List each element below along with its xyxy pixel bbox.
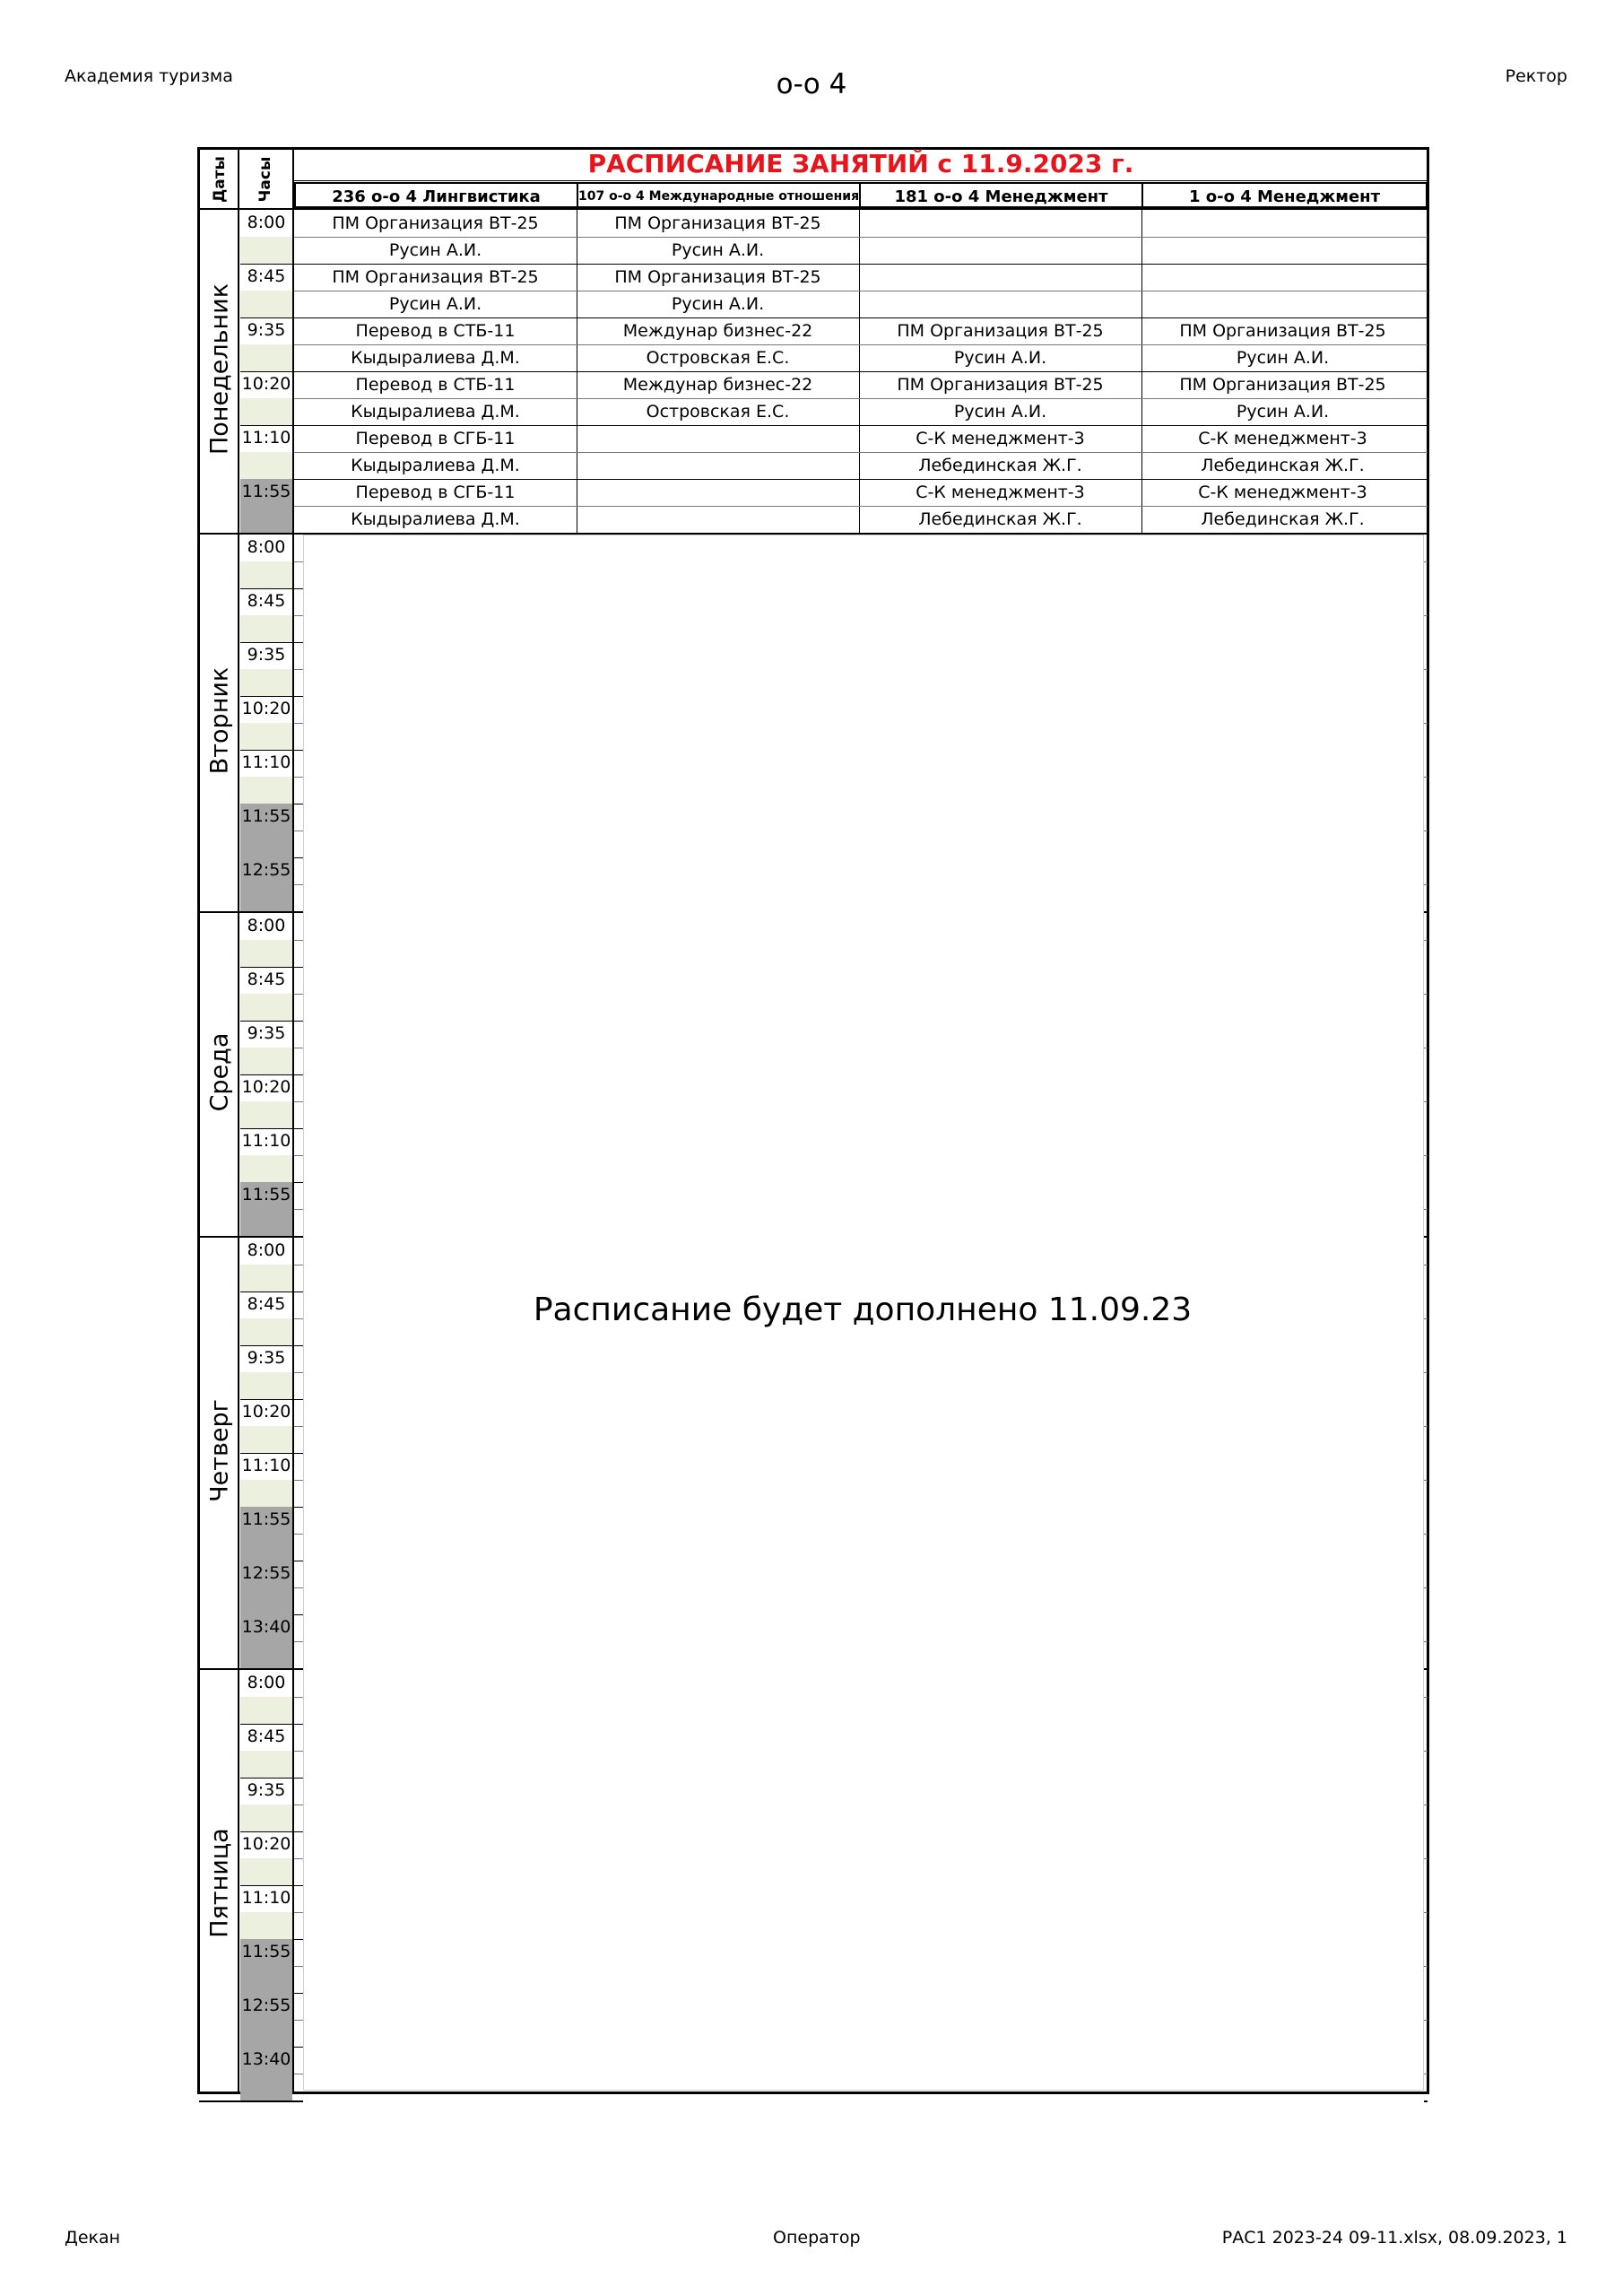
time-label: 11:10 xyxy=(241,1456,291,1475)
time-cell xyxy=(240,1101,292,1128)
subject-cell: Междунар бизнес-22 xyxy=(622,321,813,341)
grid-line xyxy=(294,561,303,562)
group-header: 107 о-о 4 Международные отношения xyxy=(577,182,861,208)
time-cell xyxy=(240,884,292,911)
day-label: Пятница xyxy=(205,1828,234,1938)
schedule-note: Расписание будет дополнено 11.09.23 xyxy=(533,1292,1193,1328)
time-label: 11:55 xyxy=(241,1942,291,1961)
grid-line xyxy=(1424,1858,1428,1859)
time-label: 8:00 xyxy=(247,916,286,935)
subject-cell xyxy=(1141,264,1424,291)
time-label: 8:45 xyxy=(247,1294,286,1314)
subject-cell: ПМ Организация ВТ-25 xyxy=(1179,375,1386,395)
teacher-cell: Кыдыралиева Д.М. xyxy=(351,348,520,368)
subject-cell: ПМ Организация ВТ-25 xyxy=(897,375,1104,395)
time-label: 11:55 xyxy=(241,482,291,501)
teacher-cell: Лебединская Ж.Г. xyxy=(918,509,1082,529)
subject-cell: С-К менеджмент-3 xyxy=(916,429,1085,448)
time-cell xyxy=(240,994,292,1021)
footer-center: Оператор xyxy=(773,2228,861,2248)
teacher-cell: Русин А.И. xyxy=(671,240,765,260)
grid-line xyxy=(1424,1318,1428,1319)
grid-line xyxy=(1424,1966,1428,1967)
time-label: 11:55 xyxy=(241,806,291,826)
grid-line xyxy=(294,1912,303,1913)
grid-line xyxy=(294,1318,303,1319)
header-center: о-о 4 xyxy=(776,68,847,100)
group-header: 236 о-о 4 Лингвистика xyxy=(294,182,578,208)
grid-line xyxy=(294,1372,303,1373)
teacher-cell xyxy=(577,506,859,533)
time-cell xyxy=(240,452,292,479)
teacher-cell: Кыдыралиева Д.М. xyxy=(351,456,520,475)
grid-line xyxy=(294,1101,303,1102)
group-header: 181 о-о 4 Менеджмент xyxy=(859,182,1143,208)
subject-cell: ПМ Организация ВТ-25 xyxy=(332,213,539,233)
grid-line xyxy=(1424,2100,1428,2102)
teacher-cell xyxy=(1141,237,1424,264)
time-label: 11:55 xyxy=(241,1509,291,1529)
subject-cell: ПМ Организация ВТ-25 xyxy=(332,267,539,287)
header-right: Ректор xyxy=(1505,66,1567,86)
subject-cell: Междунар бизнес-22 xyxy=(622,375,813,395)
subject-cell: ПМ Организация ВТ-25 xyxy=(1179,321,1386,341)
grid-line xyxy=(294,994,303,995)
time-label: 13:40 xyxy=(241,1617,291,1637)
time-cell xyxy=(240,398,292,425)
grid-line xyxy=(294,344,1428,345)
grid-line xyxy=(1424,1641,1428,1642)
time-label: 9:35 xyxy=(247,1780,286,1800)
time-cell xyxy=(240,1480,292,1507)
time-cell xyxy=(240,1966,292,1993)
time-cell xyxy=(240,615,292,642)
day-label: Вторник xyxy=(205,666,234,775)
grid-line xyxy=(1424,1534,1428,1535)
grid-line xyxy=(294,1751,303,1752)
schedule-title: РАСПИСАНИЕ ЗАНЯТИЙ с 11.9.2023 г. xyxy=(587,149,1134,178)
time-cell xyxy=(240,1912,292,1939)
grid-line xyxy=(1424,1668,1428,1670)
time-label: 10:20 xyxy=(241,1834,291,1854)
grid-line xyxy=(1424,1912,1428,1913)
time-cell xyxy=(240,344,292,371)
grid-line xyxy=(199,2100,303,2102)
time-label: 8:00 xyxy=(247,537,286,557)
grid-line xyxy=(238,148,239,2093)
grid-line xyxy=(294,884,303,885)
time-label: 9:35 xyxy=(247,1348,286,1368)
subject-cell: ПМ Организация ВТ-25 xyxy=(614,213,821,233)
grid-line xyxy=(294,1587,303,1588)
time-cell xyxy=(240,2074,292,2100)
grid-line xyxy=(1424,723,1428,724)
grid-line xyxy=(294,1155,303,1156)
grid-line xyxy=(294,506,1428,507)
time-label: 8:45 xyxy=(247,266,286,286)
grid-line xyxy=(294,398,1428,399)
subject-cell: С-К менеджмент-3 xyxy=(916,483,1085,502)
grid-line xyxy=(294,723,303,724)
time-label: 10:20 xyxy=(241,374,291,394)
grid-line xyxy=(1424,884,1428,885)
grid-line xyxy=(294,1426,303,1427)
grid-line xyxy=(1424,615,1428,616)
grid-line xyxy=(294,615,303,616)
time-cell xyxy=(240,1426,292,1453)
grid-line xyxy=(1424,1101,1428,1102)
grid-line xyxy=(294,1480,303,1481)
time-cell xyxy=(240,1641,292,1668)
teacher-cell: Русин А.И. xyxy=(388,294,482,314)
time-label: 9:35 xyxy=(247,645,286,665)
time-label: 10:20 xyxy=(241,1077,291,1097)
grid-line xyxy=(1424,1155,1428,1156)
time-label: 9:35 xyxy=(247,1023,286,1043)
grid-line xyxy=(1424,994,1428,995)
time-cell xyxy=(240,1697,292,1724)
time-cell xyxy=(240,1155,292,1182)
teacher-cell xyxy=(577,452,859,479)
subject-cell: ПМ Организация ВТ-25 xyxy=(897,321,1104,341)
footer-right: РАС1 2023-24 09-11.xlsx, 08.09.2023, 1 xyxy=(1221,2228,1567,2248)
grid-line xyxy=(199,533,1428,535)
day-label: Понедельник xyxy=(205,283,234,456)
time-label: 8:00 xyxy=(247,213,286,232)
grid-line xyxy=(1424,1209,1428,1210)
grid-line xyxy=(1424,561,1428,562)
grid-line xyxy=(1424,940,1428,941)
grid-line xyxy=(294,669,303,670)
grid-line xyxy=(1424,2020,1428,2021)
subject-cell xyxy=(859,210,1141,237)
time-label: 12:55 xyxy=(241,1563,291,1583)
grid-line xyxy=(294,180,1428,181)
day-label: Среда xyxy=(205,1032,234,1112)
time-label: 10:20 xyxy=(241,1402,291,1422)
time-label: 11:10 xyxy=(241,1888,291,1908)
grid-line xyxy=(294,1641,303,1642)
subject-cell: Перевод в СТБ-11 xyxy=(355,375,516,395)
grid-line xyxy=(294,1209,303,1210)
teacher-cell: Русин А.И. xyxy=(671,294,765,314)
grid-line xyxy=(294,452,1428,453)
time-label: 8:45 xyxy=(247,1726,286,1746)
time-cell xyxy=(240,1751,292,1778)
header-left: Академия туризма xyxy=(65,66,233,86)
teacher-cell: Русин А.И. xyxy=(953,402,1047,422)
footer-left: Декан xyxy=(65,2228,121,2248)
grid-line xyxy=(294,1858,303,1859)
subject-cell: Перевод в СТБ-11 xyxy=(355,321,516,341)
grid-line xyxy=(1424,1480,1428,1481)
grid-line xyxy=(294,2020,303,2021)
teacher-cell: Лебединская Ж.Г. xyxy=(918,456,1082,475)
teacher-cell: Русин А.И. xyxy=(388,240,482,260)
teacher-cell: Лебединская Ж.Г. xyxy=(1201,509,1365,529)
teacher-cell: Островская Е.С. xyxy=(646,348,790,368)
grid-line xyxy=(1424,669,1428,670)
time-label: 12:55 xyxy=(241,1996,291,2015)
time-label: 8:45 xyxy=(247,591,286,611)
subject-cell xyxy=(577,479,859,506)
teacher-cell: Русин А.И. xyxy=(1236,402,1330,422)
time-label: 8:00 xyxy=(247,1240,286,1260)
time-cell xyxy=(240,1209,292,1236)
grid-line xyxy=(294,1697,303,1698)
time-cell xyxy=(240,1048,292,1074)
subject-cell: С-К менеджмент-3 xyxy=(1198,429,1367,448)
grid-line xyxy=(1424,1236,1428,1238)
time-cell xyxy=(240,1858,292,1885)
dates-column-label: Даты xyxy=(211,156,229,203)
subject-cell xyxy=(1141,210,1424,237)
teacher-cell: Кыдыралиева Д.М. xyxy=(351,402,520,422)
time-cell xyxy=(240,669,292,696)
subject-cell: С-К менеджмент-3 xyxy=(1198,483,1367,502)
time-cell xyxy=(240,940,292,967)
time-cell xyxy=(240,831,292,857)
subject-cell: ПМ Организация ВТ-25 xyxy=(614,267,821,287)
time-cell xyxy=(240,1805,292,1831)
time-label: 9:35 xyxy=(247,320,286,340)
grid-line xyxy=(294,1534,303,1535)
subject-cell: Перевод в СГБ-11 xyxy=(355,429,516,448)
time-cell xyxy=(240,1318,292,1345)
grid-line xyxy=(1424,1372,1428,1373)
teacher-cell: Русин А.И. xyxy=(1236,348,1330,368)
time-label: 8:00 xyxy=(247,1673,286,1692)
time-cell xyxy=(240,723,292,750)
teacher-cell: Кыдыралиева Д.М. xyxy=(351,509,520,529)
time-cell xyxy=(240,1372,292,1399)
time-cell xyxy=(240,237,292,264)
time-cell xyxy=(240,1587,292,1614)
time-cell xyxy=(240,561,292,588)
grid-line xyxy=(1424,1426,1428,1427)
time-label: 11:10 xyxy=(241,428,291,448)
teacher-cell xyxy=(859,291,1141,317)
teacher-cell: Лебединская Ж.Г. xyxy=(1201,456,1365,475)
time-label: 11:10 xyxy=(241,752,291,772)
time-label: 11:55 xyxy=(241,1185,291,1205)
grid-line xyxy=(294,237,1428,238)
time-cell xyxy=(240,1534,292,1561)
grid-line xyxy=(294,777,303,778)
time-cell xyxy=(240,2020,292,2047)
time-cell xyxy=(240,506,292,533)
time-cell xyxy=(240,291,292,317)
grid-line xyxy=(294,940,303,941)
time-label: 8:45 xyxy=(247,970,286,989)
hours-column-label: Часы xyxy=(256,156,274,203)
grid-line xyxy=(1424,777,1428,778)
time-label: 13:40 xyxy=(241,2049,291,2069)
teacher-cell xyxy=(859,237,1141,264)
subject-cell xyxy=(859,264,1141,291)
grid-line xyxy=(1424,911,1428,913)
subject-cell: Перевод в СГБ-11 xyxy=(355,483,516,502)
subject-cell xyxy=(577,425,859,452)
grid-line xyxy=(1424,1751,1428,1752)
time-label: 10:20 xyxy=(241,699,291,718)
teacher-cell: Русин А.И. xyxy=(953,348,1047,368)
time-label: 12:55 xyxy=(241,860,291,880)
time-label: 11:10 xyxy=(241,1131,291,1151)
group-header: 1 о-о 4 Менеджмент xyxy=(1141,182,1428,208)
teacher-cell xyxy=(1141,291,1424,317)
day-label: Четверг xyxy=(205,1399,234,1502)
teacher-cell: Островская Е.С. xyxy=(646,402,790,422)
grid-line xyxy=(294,1966,303,1967)
grid-line xyxy=(1424,1587,1428,1588)
time-cell xyxy=(240,777,292,804)
time-cell xyxy=(240,1265,292,1292)
grid-line xyxy=(1424,1697,1428,1698)
